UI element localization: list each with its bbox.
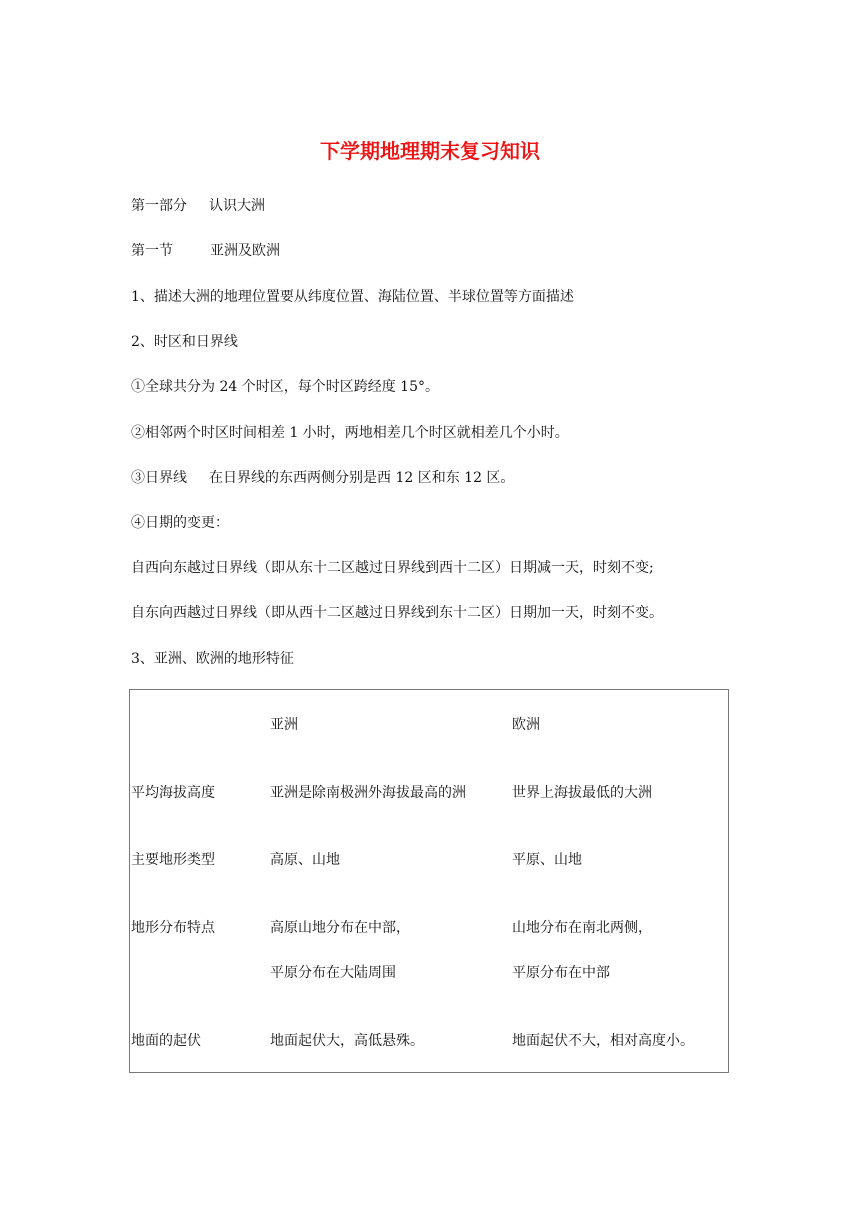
table-row-label: 地面的起伏 xyxy=(131,1033,201,1049)
date-line-text: 在日界线的东西两侧分别是西 12 区和东 12 区。 xyxy=(209,470,515,486)
table-cell-europe: 地面起伏不大，相对高度小。 xyxy=(512,1033,694,1049)
section-name: 亚洲及欧洲 xyxy=(210,243,280,259)
paragraph-1: 1、描述大洲的地理位置要从纬度位置、海陆位置、半球位置等方面描述 xyxy=(131,289,574,305)
table-header-europe: 欧洲 xyxy=(512,717,540,733)
table-header-asia: 亚洲 xyxy=(270,717,298,733)
paragraph-9: 3、亚洲、欧洲的地形特征 xyxy=(131,651,294,667)
table-cell-asia: 高原、山地 xyxy=(270,852,340,868)
table-row-label: 平均海拔高度 xyxy=(131,785,215,801)
section-label: 第一节 xyxy=(131,243,173,259)
table-cell-europe: 平原、山地 xyxy=(512,852,582,868)
paragraph-6: ④日期的变更： xyxy=(131,515,229,531)
table-cell-europe: 世界上海拔最低的大洲 xyxy=(512,785,652,801)
paragraph-3: ①全球共分为 24 个时区，每个时区跨经度 15°。 xyxy=(131,379,439,395)
terrain-comparison-table xyxy=(129,689,729,1073)
table-cell-asia: 地面起伏大，高低悬殊。 xyxy=(270,1033,424,1049)
part-name: 认识大洲 xyxy=(209,198,265,214)
paragraph-8: 自东向西越过日界线（即从西十二区越过日界线到东十二区）日期加一天，时刻不变。 xyxy=(131,605,663,621)
paragraph-7: 自西向东越过日界线（即从东十二区越过日界线到西十二区）日期减一天，时刻不变; xyxy=(131,560,654,576)
table-cell-asia-line-2: 平原分布在大陆周围 xyxy=(270,965,396,981)
table-row-label: 主要地形类型 xyxy=(131,852,215,868)
paragraph-5 xyxy=(131,468,514,488)
paragraph-4: ②相邻两个时区时间相差 1 小时，两地相差几个时区就相差几个小时。 xyxy=(131,425,569,441)
date-line-label: ③日界线 xyxy=(131,470,187,486)
table-cell-asia: 亚洲是除南极洲外海拔最高的洲 xyxy=(270,785,466,801)
table-row-label: 地形分布特点 xyxy=(131,920,215,936)
section-heading xyxy=(131,241,280,261)
table-cell-europe: 山地分布在南北两侧， xyxy=(512,920,652,936)
table-cell-europe-line-2: 平原分布在中部 xyxy=(512,965,610,981)
part-label: 第一部分 xyxy=(131,198,187,214)
paragraph-2: 2、时区和日界线 xyxy=(131,334,238,350)
document-title: 下学期地理期末复习知识 xyxy=(320,139,540,163)
part-heading xyxy=(131,196,265,216)
table-cell-asia: 高原山地分布在中部， xyxy=(270,920,410,936)
